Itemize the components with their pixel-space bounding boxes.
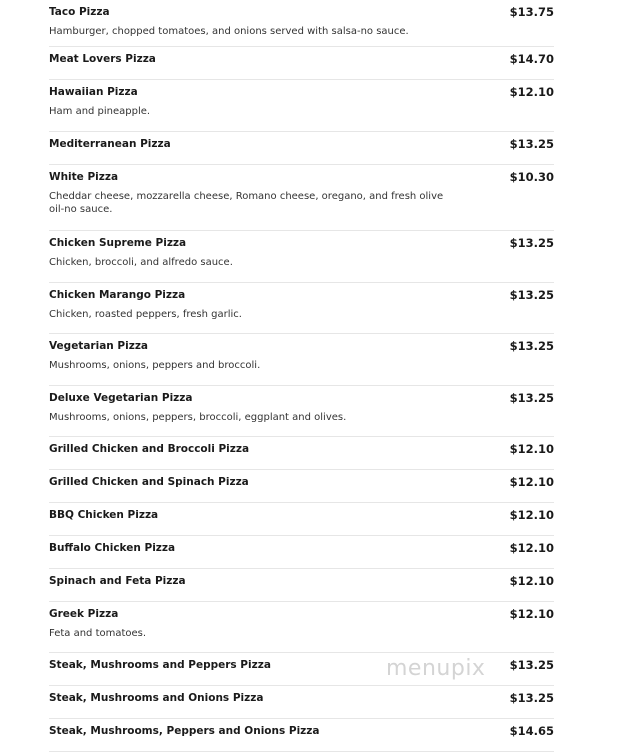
- item-description: Mushrooms, onions, peppers, broccoli, eggplant and olives.: [49, 412, 347, 423]
- item-name: Grilled Chicken and Broccoli Pizza: [49, 443, 250, 455]
- item-price: $12.10: [509, 541, 554, 555]
- item-description: Hamburger, chopped tomatoes, and onions served with salsa-no sauce.: [49, 26, 409, 37]
- item-name: Hawaiian Pizza: [49, 86, 138, 98]
- item-description: Cheddar cheese, mozzarella cheese, Romano cheese, oregano, and fresh olive oil-no sauce.: [49, 191, 444, 215]
- item-name: White Pizza: [49, 171, 119, 183]
- item-description: Chicken, roasted peppers, fresh garlic.: [49, 309, 242, 320]
- item-price: $12.10: [509, 442, 554, 456]
- menu-item: [49, 334, 554, 386]
- menu-item: [49, 231, 554, 283]
- item-name: BBQ Chicken Pizza: [49, 509, 159, 521]
- item-name: Spinach and Feta Pizza: [49, 575, 186, 587]
- item-name: Vegetarian Pizza: [49, 340, 149, 352]
- item-price: $13.75: [509, 5, 554, 19]
- item-price: $10.30: [509, 170, 554, 184]
- item-price: $12.10: [509, 475, 554, 489]
- item-description: Ham and pineapple.: [49, 106, 151, 117]
- item-name: Steak, Mushrooms and Peppers Pizza: [49, 659, 271, 671]
- item-name: Greek Pizza: [49, 608, 119, 620]
- menu-item: [49, 569, 554, 602]
- menu-item: [49, 132, 554, 165]
- menu-item: [49, 602, 554, 653]
- item-price: $12.10: [509, 574, 554, 588]
- menu-item: [49, 719, 554, 752]
- item-price: $12.10: [509, 85, 554, 99]
- menu-item: [49, 80, 554, 132]
- menu-item: [49, 386, 554, 437]
- item-name: Taco Pizza: [49, 6, 110, 18]
- item-name: Mediterranean Pizza: [49, 138, 171, 150]
- item-price: $14.70: [509, 52, 554, 66]
- menu-item: [49, 686, 554, 719]
- menu-item: [49, 165, 554, 231]
- item-price: $13.25: [509, 391, 554, 405]
- item-name: Chicken Supreme Pizza: [49, 237, 187, 249]
- item-name: Meat Lovers Pizza: [49, 53, 156, 65]
- item-price: $13.25: [509, 658, 554, 672]
- menu-item: [49, 437, 554, 470]
- item-name: Steak, Mushrooms, Peppers and Onions Pizza: [49, 725, 320, 737]
- item-name: Deluxe Vegetarian Pizza: [49, 392, 193, 404]
- menu-item: [49, 47, 554, 80]
- item-price: $13.25: [509, 236, 554, 250]
- item-name: Chicken Marango Pizza: [49, 289, 186, 301]
- menu-item: [49, 0, 554, 47]
- menu-item: [49, 470, 554, 503]
- item-name: Buffalo Chicken Pizza: [49, 542, 176, 554]
- item-price: $13.25: [509, 339, 554, 353]
- item-description: Chicken, broccoli, and alfredo sauce.: [49, 257, 233, 268]
- menu-item: [49, 283, 554, 334]
- item-price: $13.25: [509, 691, 554, 705]
- watermark-logo: menupix: [386, 656, 486, 681]
- item-description: Feta and tomatoes.: [49, 628, 147, 639]
- item-name: Steak, Mushrooms and Onions Pizza: [49, 692, 264, 704]
- item-price: $13.25: [509, 288, 554, 302]
- item-price: $13.25: [509, 137, 554, 151]
- item-description: Mushrooms, onions, peppers and broccoli.: [49, 360, 261, 371]
- menu-item: [49, 536, 554, 569]
- item-name: Grilled Chicken and Spinach Pizza: [49, 476, 249, 488]
- menu-list: [49, 0, 554, 752]
- item-price: $12.10: [509, 508, 554, 522]
- menu-item: [49, 503, 554, 536]
- item-price: $14.65: [509, 724, 554, 738]
- item-price: $12.10: [509, 607, 554, 621]
